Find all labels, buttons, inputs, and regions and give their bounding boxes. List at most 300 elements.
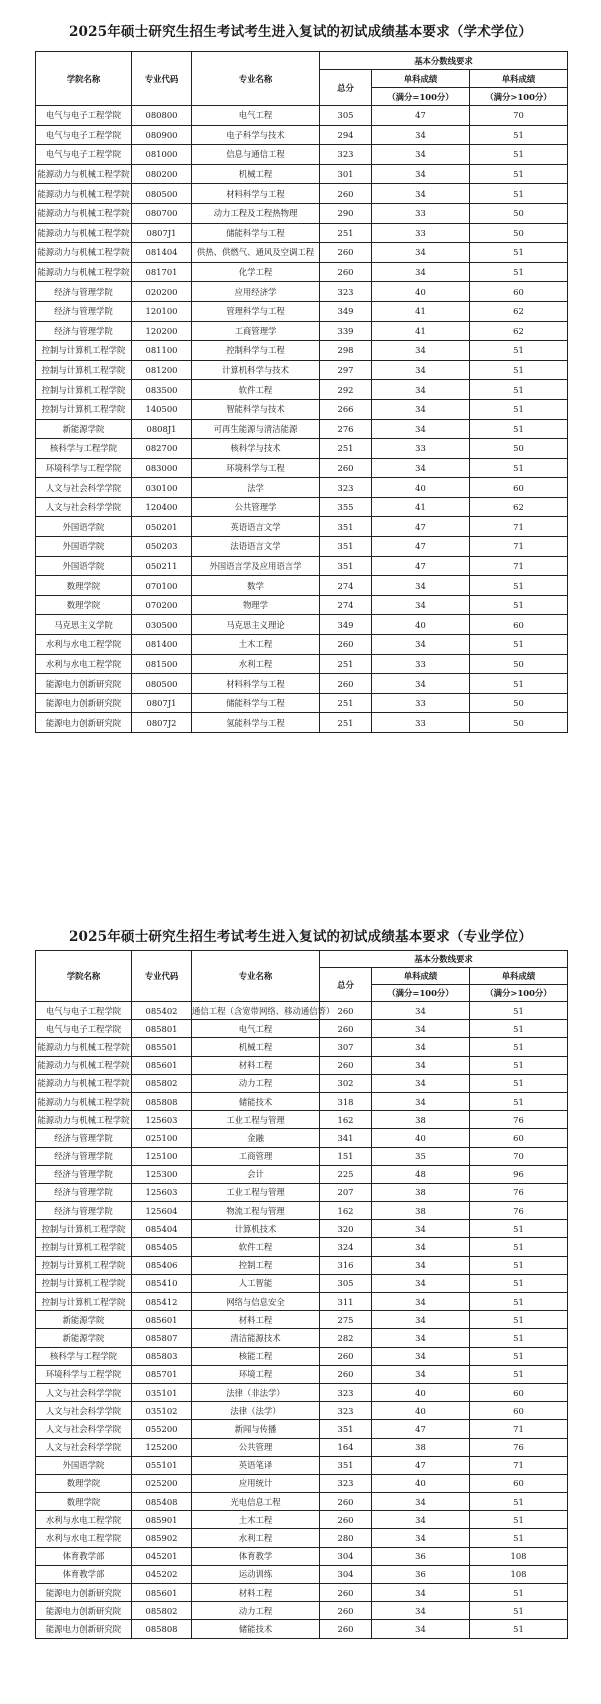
college-cell: 能源动力与机械工程学院 [36,1111,132,1129]
college-cell: 体育教学部 [36,1565,132,1583]
total-cell: 260 [320,1493,372,1511]
major-cell: 计算机科学与技术 [192,360,320,380]
code-cell: 080900 [132,125,192,145]
table-row [36,635,568,655]
total-cell: 260 [320,1511,372,1529]
total-cell: 260 [320,243,372,263]
college-cell: 外国语学院 [36,517,132,537]
single-over100-cell: 51 [470,399,568,419]
code-cell: 085808 [132,1620,192,1638]
single-over100-cell: 51 [470,1074,568,1092]
table-row [36,380,568,400]
table-row [36,1383,568,1401]
total-cell: 274 [320,576,372,596]
single-over100-cell: 51 [470,262,568,282]
single100-cell: 47 [372,1420,470,1438]
table-row [36,654,568,674]
single100-cell: 40 [372,478,470,498]
single-over100-cell: 60 [470,1474,568,1492]
total-cell: 305 [320,1274,372,1292]
table-row [36,1493,568,1511]
college-cell: 控制与计算机工程学院 [36,1274,132,1292]
major-cell: 核科学与技术 [192,439,320,459]
academic-table-body [36,106,568,733]
table-row [36,203,568,223]
single-over100-cell: 51 [470,360,568,380]
single100-cell: 38 [372,1183,470,1201]
code-cell: 080500 [132,184,192,204]
single-over100-cell: 60 [470,478,568,498]
college-cell: 人文与社会科学学院 [36,1383,132,1401]
table-row [36,1602,568,1620]
single100-cell: 33 [372,223,470,243]
single-over100-cell: 60 [470,1129,568,1147]
code-cell: 070100 [132,576,192,596]
college-cell: 电气与电子工程学院 [36,145,132,165]
table-row [36,1456,568,1474]
code-cell: 085405 [132,1238,192,1256]
code-cell: 035101 [132,1383,192,1401]
single100-cell: 34 [372,1092,470,1110]
total-cell: 225 [320,1165,372,1183]
major-cell: 公共管理 [192,1438,320,1456]
single100-cell: 41 [372,301,470,321]
table-row [36,1438,568,1456]
total-cell: 207 [320,1183,372,1201]
college-cell: 数理学院 [36,1493,132,1511]
single100-cell: 41 [372,321,470,341]
single100-cell: 33 [372,439,470,459]
college-cell: 人文与社会科学学院 [36,1420,132,1438]
table-row [36,1220,568,1238]
single100-cell: 34 [372,1256,470,1274]
total-cell: 260 [320,262,372,282]
single-over100-cell: 76 [470,1111,568,1129]
table-row [36,1183,568,1201]
single-over100-cell: 51 [470,1038,568,1056]
college-cell: 水利与水电工程学院 [36,635,132,655]
single-over100-cell: 51 [470,458,568,478]
major-cell: 储能技术 [192,1620,320,1638]
total-cell: 251 [320,693,372,713]
table-row [36,458,568,478]
college-cell: 经济与管理学院 [36,282,132,302]
major-cell: 机械工程 [192,1038,320,1056]
single-over100-cell: 51 [470,1056,568,1074]
single100-cell: 34 [372,380,470,400]
single100-cell: 34 [372,1584,470,1602]
total-cell: 274 [320,595,372,615]
single100-cell: 33 [372,203,470,223]
code-cell: 083000 [132,458,192,478]
major-cell: 清洁能源技术 [192,1329,320,1347]
single100-cell: 34 [372,576,470,596]
total-cell: 151 [320,1147,372,1165]
table-row [36,282,568,302]
total-cell: 349 [320,301,372,321]
single100-cell: 38 [372,1111,470,1129]
college-cell: 电气与电子工程学院 [36,1002,132,1020]
college-cell: 水利与水电工程学院 [36,654,132,674]
single-over100-cell: 51 [470,419,568,439]
single100-cell: 40 [372,615,470,635]
single-over100-cell: 76 [470,1202,568,1220]
total-cell: 276 [320,419,372,439]
single100-cell: 34 [372,1038,470,1056]
table-row [36,1329,568,1347]
college-cell: 经济与管理学院 [36,1202,132,1220]
college-cell: 经济与管理学院 [36,301,132,321]
single100-cell: 40 [372,282,470,302]
single-over100-cell: 71 [470,556,568,576]
code-cell: 045201 [132,1547,192,1565]
single100-cell: 34 [372,1311,470,1329]
table-row [36,301,568,321]
table-row [36,1274,568,1292]
major-cell: 动力工程 [192,1074,320,1092]
total-cell: 260 [320,635,372,655]
single100-cell: 36 [372,1547,470,1565]
single100-cell: 41 [372,497,470,517]
table-row [36,517,568,537]
college-cell: 控制与计算机工程学院 [36,341,132,361]
code-cell: 085406 [132,1256,192,1274]
table-row [36,262,568,282]
college-cell: 数理学院 [36,595,132,615]
total-cell: 302 [320,1074,372,1092]
single-over100-cell: 60 [470,1402,568,1420]
major-cell: 会计 [192,1165,320,1183]
single100-cell: 34 [372,1074,470,1092]
code-cell: 070200 [132,595,192,615]
major-cell: 物流工程与管理 [192,1202,320,1220]
college-cell: 人文与社会科学学院 [36,1402,132,1420]
single-over100-cell: 96 [470,1165,568,1183]
major-cell: 氢能科学与工程 [192,713,320,733]
total-cell: 323 [320,145,372,165]
single100-cell: 40 [372,1474,470,1492]
table-row [36,341,568,361]
major-cell: 体育教学 [192,1547,320,1565]
total-cell: 351 [320,556,372,576]
total-cell: 280 [320,1529,372,1547]
total-cell: 301 [320,164,372,184]
major-cell: 应用经济学 [192,282,320,302]
code-cell: 081701 [132,262,192,282]
total-cell: 304 [320,1547,372,1565]
table-row [36,1293,568,1311]
single-over100-cell: 51 [470,125,568,145]
table-row [36,1529,568,1547]
single-over100-cell: 51 [470,164,568,184]
college-cell: 电气与电子工程学院 [36,106,132,126]
code-cell: 085402 [132,1002,192,1020]
single-over100-cell: 51 [470,674,568,694]
single100-cell: 34 [372,1020,470,1038]
header-single-over100-sub: （满分>100分） [470,985,568,1002]
total-cell: 320 [320,1220,372,1238]
single100-cell: 33 [372,654,470,674]
header-single100-sub: （满分=100分） [372,88,470,106]
major-cell: 控制工程 [192,1256,320,1274]
major-cell: 法学 [192,478,320,498]
total-cell: 260 [320,674,372,694]
header-single-over100-sub: （满分>100分） [470,88,568,106]
single100-cell: 33 [372,693,470,713]
single-over100-cell: 62 [470,321,568,341]
single100-cell: 34 [372,419,470,439]
academic-table [35,51,568,733]
table-row [36,1074,568,1092]
single-over100-cell: 51 [470,1584,568,1602]
total-cell: 260 [320,1620,372,1638]
total-cell: 323 [320,1383,372,1401]
major-cell: 电气工程 [192,1020,320,1038]
code-cell: 125300 [132,1165,192,1183]
code-cell: 085802 [132,1074,192,1092]
single100-cell: 35 [372,1147,470,1165]
single-over100-cell: 71 [470,1456,568,1474]
major-cell: 通信工程（含宽带网络、移动通信等） [192,1002,320,1020]
single-over100-cell: 51 [470,1238,568,1256]
single-over100-cell: 50 [470,223,568,243]
college-cell: 外国语学院 [36,537,132,557]
total-cell: 251 [320,439,372,459]
total-cell: 304 [320,1565,372,1583]
single-over100-cell: 50 [470,713,568,733]
header-major: 专业名称 [192,951,320,1002]
total-cell: 318 [320,1092,372,1110]
major-cell: 外国语言学及应用语言学 [192,556,320,576]
table-row [36,1147,568,1165]
table-row [36,1056,568,1074]
table-row [36,1092,568,1110]
table-row [36,1620,568,1638]
college-cell: 人文与社会科学学院 [36,497,132,517]
single-over100-cell: 60 [470,282,568,302]
college-cell: 水利与水电工程学院 [36,1511,132,1529]
table-row [36,399,568,419]
college-cell: 能源动力与机械工程学院 [36,164,132,184]
header-single-over100: 单科成绩 [470,968,568,985]
code-cell: 125100 [132,1147,192,1165]
table-row [36,1584,568,1602]
single-over100-cell: 50 [470,439,568,459]
total-cell: 341 [320,1129,372,1147]
total-cell: 292 [320,380,372,400]
table-row [36,1347,568,1365]
total-cell: 316 [320,1256,372,1274]
single-over100-cell: 51 [470,1493,568,1511]
major-cell: 动力工程及工程热物理 [192,203,320,223]
college-cell: 人文与社会科学学院 [36,1438,132,1456]
code-cell: 085808 [132,1092,192,1110]
total-cell: 266 [320,399,372,419]
college-cell: 经济与管理学院 [36,1147,132,1165]
single100-cell: 40 [372,1129,470,1147]
table-row [36,1547,568,1565]
single100-cell: 34 [372,1056,470,1074]
single100-cell: 40 [372,1402,470,1420]
total-cell: 282 [320,1329,372,1347]
college-cell: 控制与计算机工程学院 [36,1220,132,1238]
code-cell: 0807J1 [132,223,192,243]
college-cell: 体育教学部 [36,1547,132,1565]
single-over100-cell: 51 [470,341,568,361]
major-cell: 核能工程 [192,1347,320,1365]
major-cell: 控制科学与工程 [192,341,320,361]
college-cell: 新能源学院 [36,1329,132,1347]
single-over100-cell: 76 [470,1183,568,1201]
single-over100-cell: 62 [470,497,568,517]
single100-cell: 34 [372,164,470,184]
single-over100-cell: 60 [470,615,568,635]
single-over100-cell: 108 [470,1547,568,1565]
code-cell: 082700 [132,439,192,459]
major-cell: 法律（非法学） [192,1383,320,1401]
major-cell: 材料科学与工程 [192,674,320,694]
total-cell: 351 [320,517,372,537]
college-cell: 能源动力与机械工程学院 [36,203,132,223]
college-cell: 能源动力与机械工程学院 [36,243,132,263]
single100-cell: 34 [372,1529,470,1547]
major-cell: 环境工程 [192,1365,320,1383]
single-over100-cell: 108 [470,1565,568,1583]
code-cell: 080800 [132,106,192,126]
major-cell: 马克思主义理论 [192,615,320,635]
single100-cell: 47 [372,556,470,576]
major-cell: 计算机技术 [192,1220,320,1238]
table-row [36,439,568,459]
table-row [36,674,568,694]
table-row [36,1038,568,1056]
table-row [36,713,568,733]
code-cell: 085601 [132,1056,192,1074]
single100-cell: 34 [372,1347,470,1365]
single100-cell: 34 [372,262,470,282]
total-cell: 339 [320,321,372,341]
code-cell: 050203 [132,537,192,557]
table-row [36,243,568,263]
table-row [36,145,568,165]
header-total: 总分 [320,968,372,1002]
total-cell: 251 [320,654,372,674]
major-cell: 智能科学与技术 [192,399,320,419]
code-cell: 085802 [132,1602,192,1620]
major-cell: 水利工程 [192,654,320,674]
code-cell: 120400 [132,497,192,517]
college-cell: 能源动力与机械工程学院 [36,1074,132,1092]
college-cell: 控制与计算机工程学院 [36,399,132,419]
college-cell: 能源电力创新研究院 [36,693,132,713]
single-over100-cell: 51 [470,1347,568,1365]
major-cell: 工商管理 [192,1147,320,1165]
code-cell: 081404 [132,243,192,263]
code-cell: 085404 [132,1220,192,1238]
single100-cell: 34 [372,1274,470,1292]
major-cell: 可再生能源与清洁能源 [192,419,320,439]
major-cell: 网络与信息安全 [192,1293,320,1311]
code-cell: 125604 [132,1202,192,1220]
table-row [36,1111,568,1129]
single-over100-cell: 60 [470,1383,568,1401]
total-cell: 260 [320,1365,372,1383]
major-cell: 电子科学与技术 [192,125,320,145]
college-cell: 新能源学院 [36,419,132,439]
table-row [36,1165,568,1183]
college-cell: 能源动力与机械工程学院 [36,184,132,204]
single-over100-cell: 51 [470,1602,568,1620]
header-total: 总分 [320,70,372,106]
code-cell: 081500 [132,654,192,674]
college-cell: 外国语学院 [36,1456,132,1474]
single100-cell: 33 [372,713,470,733]
major-cell: 法语语言文学 [192,537,320,557]
total-cell: 351 [320,1456,372,1474]
code-cell: 125603 [132,1111,192,1129]
total-cell: 323 [320,478,372,498]
single100-cell: 38 [372,1202,470,1220]
single100-cell: 34 [372,1511,470,1529]
academic-title: 2025年硕士研究生招生考试考生进入复试的初试成绩基本要求（学术学位） [68,24,533,40]
table-row [36,1202,568,1220]
single-over100-cell: 51 [470,635,568,655]
single100-cell: 34 [372,399,470,419]
total-cell: 260 [320,1056,372,1074]
single100-cell: 34 [372,595,470,615]
code-cell: 085701 [132,1365,192,1383]
major-cell: 材料工程 [192,1584,320,1602]
college-cell: 电气与电子工程学院 [36,125,132,145]
major-cell: 应用统计 [192,1474,320,1492]
college-cell: 控制与计算机工程学院 [36,360,132,380]
college-cell: 环境科学与工程学院 [36,458,132,478]
code-cell: 0807J2 [132,713,192,733]
college-cell: 能源电力创新研究院 [36,1602,132,1620]
single-over100-cell: 51 [470,243,568,263]
code-cell: 125200 [132,1438,192,1456]
major-cell: 物理学 [192,595,320,615]
code-cell: 120200 [132,321,192,341]
code-cell: 055101 [132,1456,192,1474]
college-cell: 控制与计算机工程学院 [36,1293,132,1311]
total-cell: 260 [320,184,372,204]
single-over100-cell: 51 [470,1511,568,1529]
table-row [36,1474,568,1492]
college-cell: 能源动力与机械工程学院 [36,1038,132,1056]
major-cell: 软件工程 [192,380,320,400]
college-cell: 水利与水电工程学院 [36,1529,132,1547]
single100-cell: 34 [372,1493,470,1511]
table-row [36,576,568,596]
college-cell: 能源电力创新研究院 [36,1584,132,1602]
table-row [36,1129,568,1147]
total-cell: 351 [320,537,372,557]
single100-cell: 47 [372,537,470,557]
major-cell: 储能科学与工程 [192,693,320,713]
table-row [36,537,568,557]
single100-cell: 34 [372,458,470,478]
code-cell: 025100 [132,1129,192,1147]
total-cell: 164 [320,1438,372,1456]
table-row [36,164,568,184]
college-cell: 控制与计算机工程学院 [36,380,132,400]
total-cell: 355 [320,497,372,517]
total-cell: 311 [320,1293,372,1311]
code-cell: 085601 [132,1311,192,1329]
major-cell: 水利工程 [192,1529,320,1547]
professional-table-body [36,1002,568,1639]
